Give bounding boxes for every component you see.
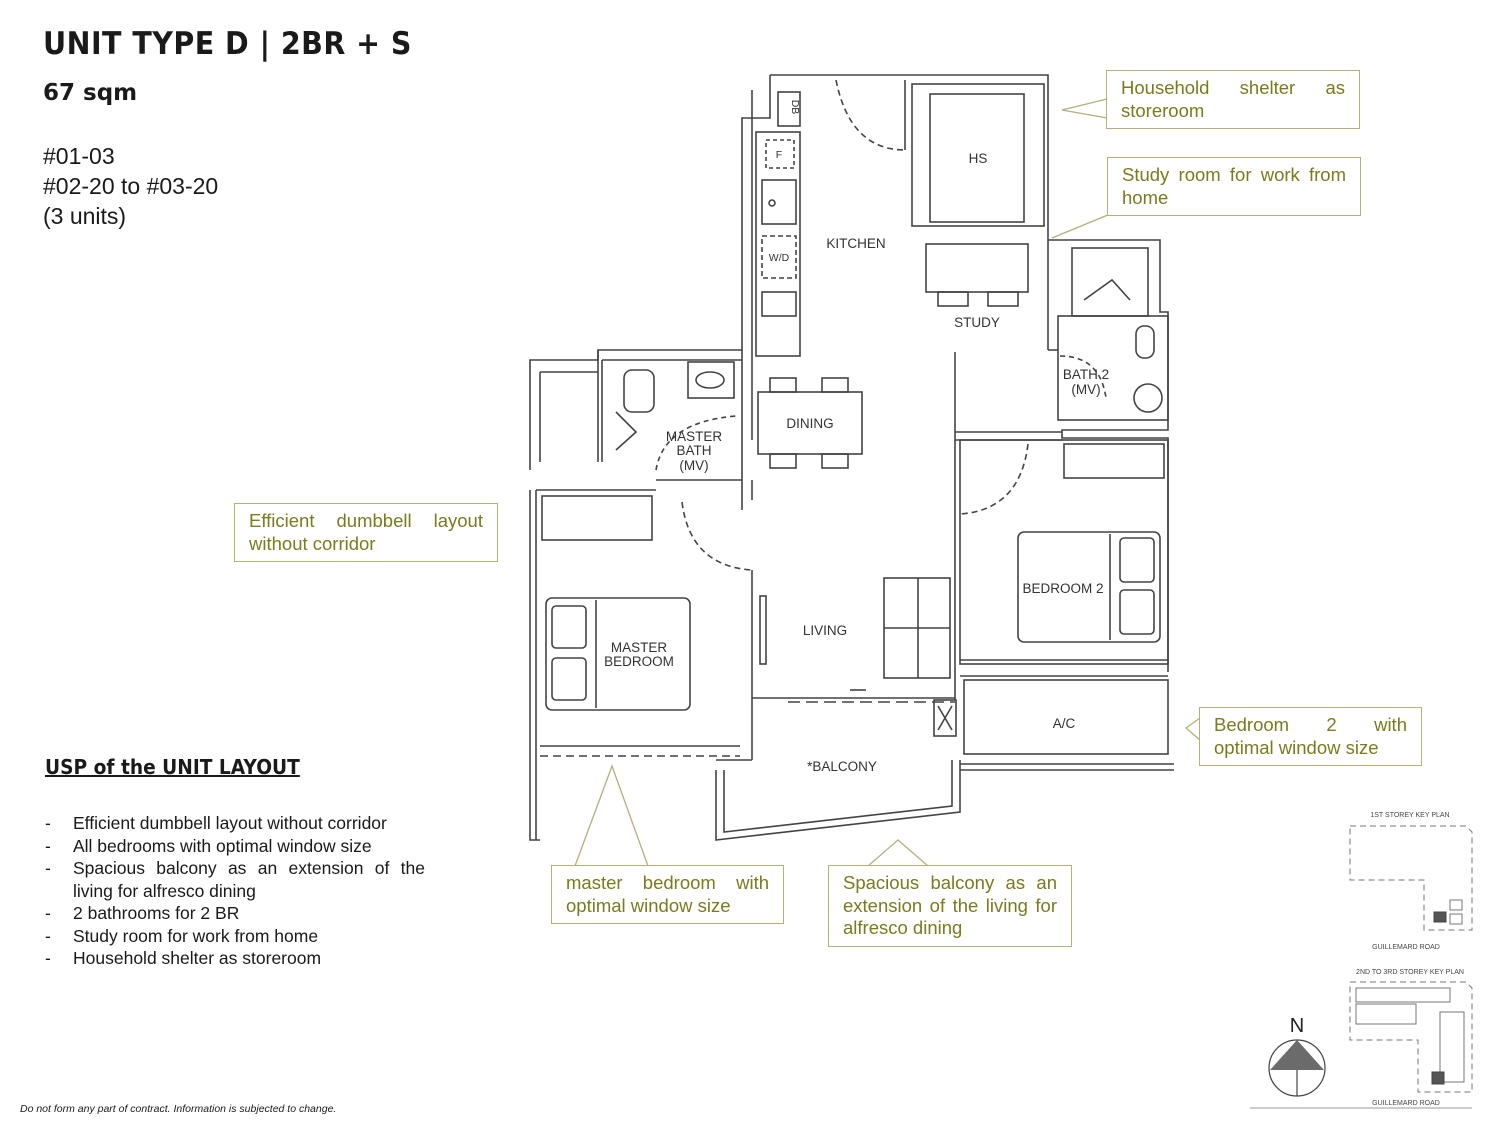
- key-plan-1-road: GUILLEMARD ROAD: [1372, 944, 1440, 951]
- room-wd: W/D: [768, 252, 790, 264]
- usp-item: - 2 bathrooms for 2 BR: [45, 903, 240, 923]
- room-master-bath-mv: (MV): [679, 458, 709, 473]
- room-dining: DINING: [786, 416, 834, 431]
- outer-wall: [530, 490, 540, 840]
- room-master-bedroom: MASTER: [610, 640, 668, 655]
- unit-line: #01-03: [43, 143, 115, 169]
- room-bath2-mv: (MV): [1071, 382, 1101, 397]
- key-plan-2-road: GUILLEMARD ROAD: [1372, 1100, 1440, 1107]
- usp-item: - Efficient dumbbell layout without corridor: [45, 813, 387, 833]
- callout-study-room: Study room for work from home: [1107, 157, 1361, 216]
- unit-area: 67 sqm: [43, 80, 138, 106]
- room-master-bedroom: BEDROOM: [604, 654, 674, 669]
- usp-item: - Study room for work from home: [45, 925, 319, 946]
- room-kitchen: KITCHEN: [826, 236, 886, 251]
- room-master-bath: BATH: [676, 443, 712, 458]
- callout-dumbbell-layout: Efficient dumbbell layout without corridor: [234, 503, 498, 562]
- usp-item: - Spacious balcony as an extension of the living for alfresco dining: [45, 858, 425, 901]
- room-study: STUDY: [954, 315, 1000, 330]
- disclaimer: Do not form any part of contract. Information is subjected to change.: [20, 1103, 337, 1115]
- room-db: DB: [789, 99, 801, 115]
- callout-master-window: master bedroom with optimal window size: [551, 865, 784, 924]
- room-bedroom2: BEDROOM 2: [1022, 581, 1104, 596]
- callout-household-shelter: Household shelter as storeroom: [1106, 70, 1360, 129]
- usp-item: - All bedrooms with optimal window size: [45, 835, 372, 856]
- outer-wall: [905, 75, 1048, 350]
- outer-wall: [1048, 240, 1168, 672]
- room-master-bath: MASTER: [665, 429, 723, 444]
- room-fridge: F: [775, 149, 783, 161]
- room-balcony: *BALCONY: [807, 759, 877, 774]
- room-hs: HS: [968, 151, 988, 166]
- room-ac: A/C: [1052, 716, 1076, 731]
- unit-line: (3 units): [43, 203, 127, 229]
- compass-n-label: N: [1289, 1015, 1305, 1037]
- usp-item: - Household shelter as storeroom: [45, 948, 322, 968]
- room-bath2: BATH 2: [1062, 367, 1110, 382]
- key-plan-1-title: 1ST STOREY KEY PLAN: [1370, 812, 1450, 819]
- callout-bedroom2-window: Bedroom 2 with optimal window size: [1199, 707, 1422, 766]
- unit-title: UNIT TYPE D | 2BR + S: [43, 26, 412, 62]
- room-living: LIVING: [802, 623, 848, 638]
- compass: [1269, 1015, 1325, 1096]
- key-plan-2-title: 2ND TO 3RD STOREY KEY PLAN: [1356, 969, 1464, 976]
- usp-heading: USP of the UNIT LAYOUT: [45, 755, 300, 779]
- callout-spacious-balcony: Spacious balcony as an extension of the living for alfresco dining: [828, 865, 1072, 947]
- unit-line: #02-20 to #03-20: [43, 173, 219, 199]
